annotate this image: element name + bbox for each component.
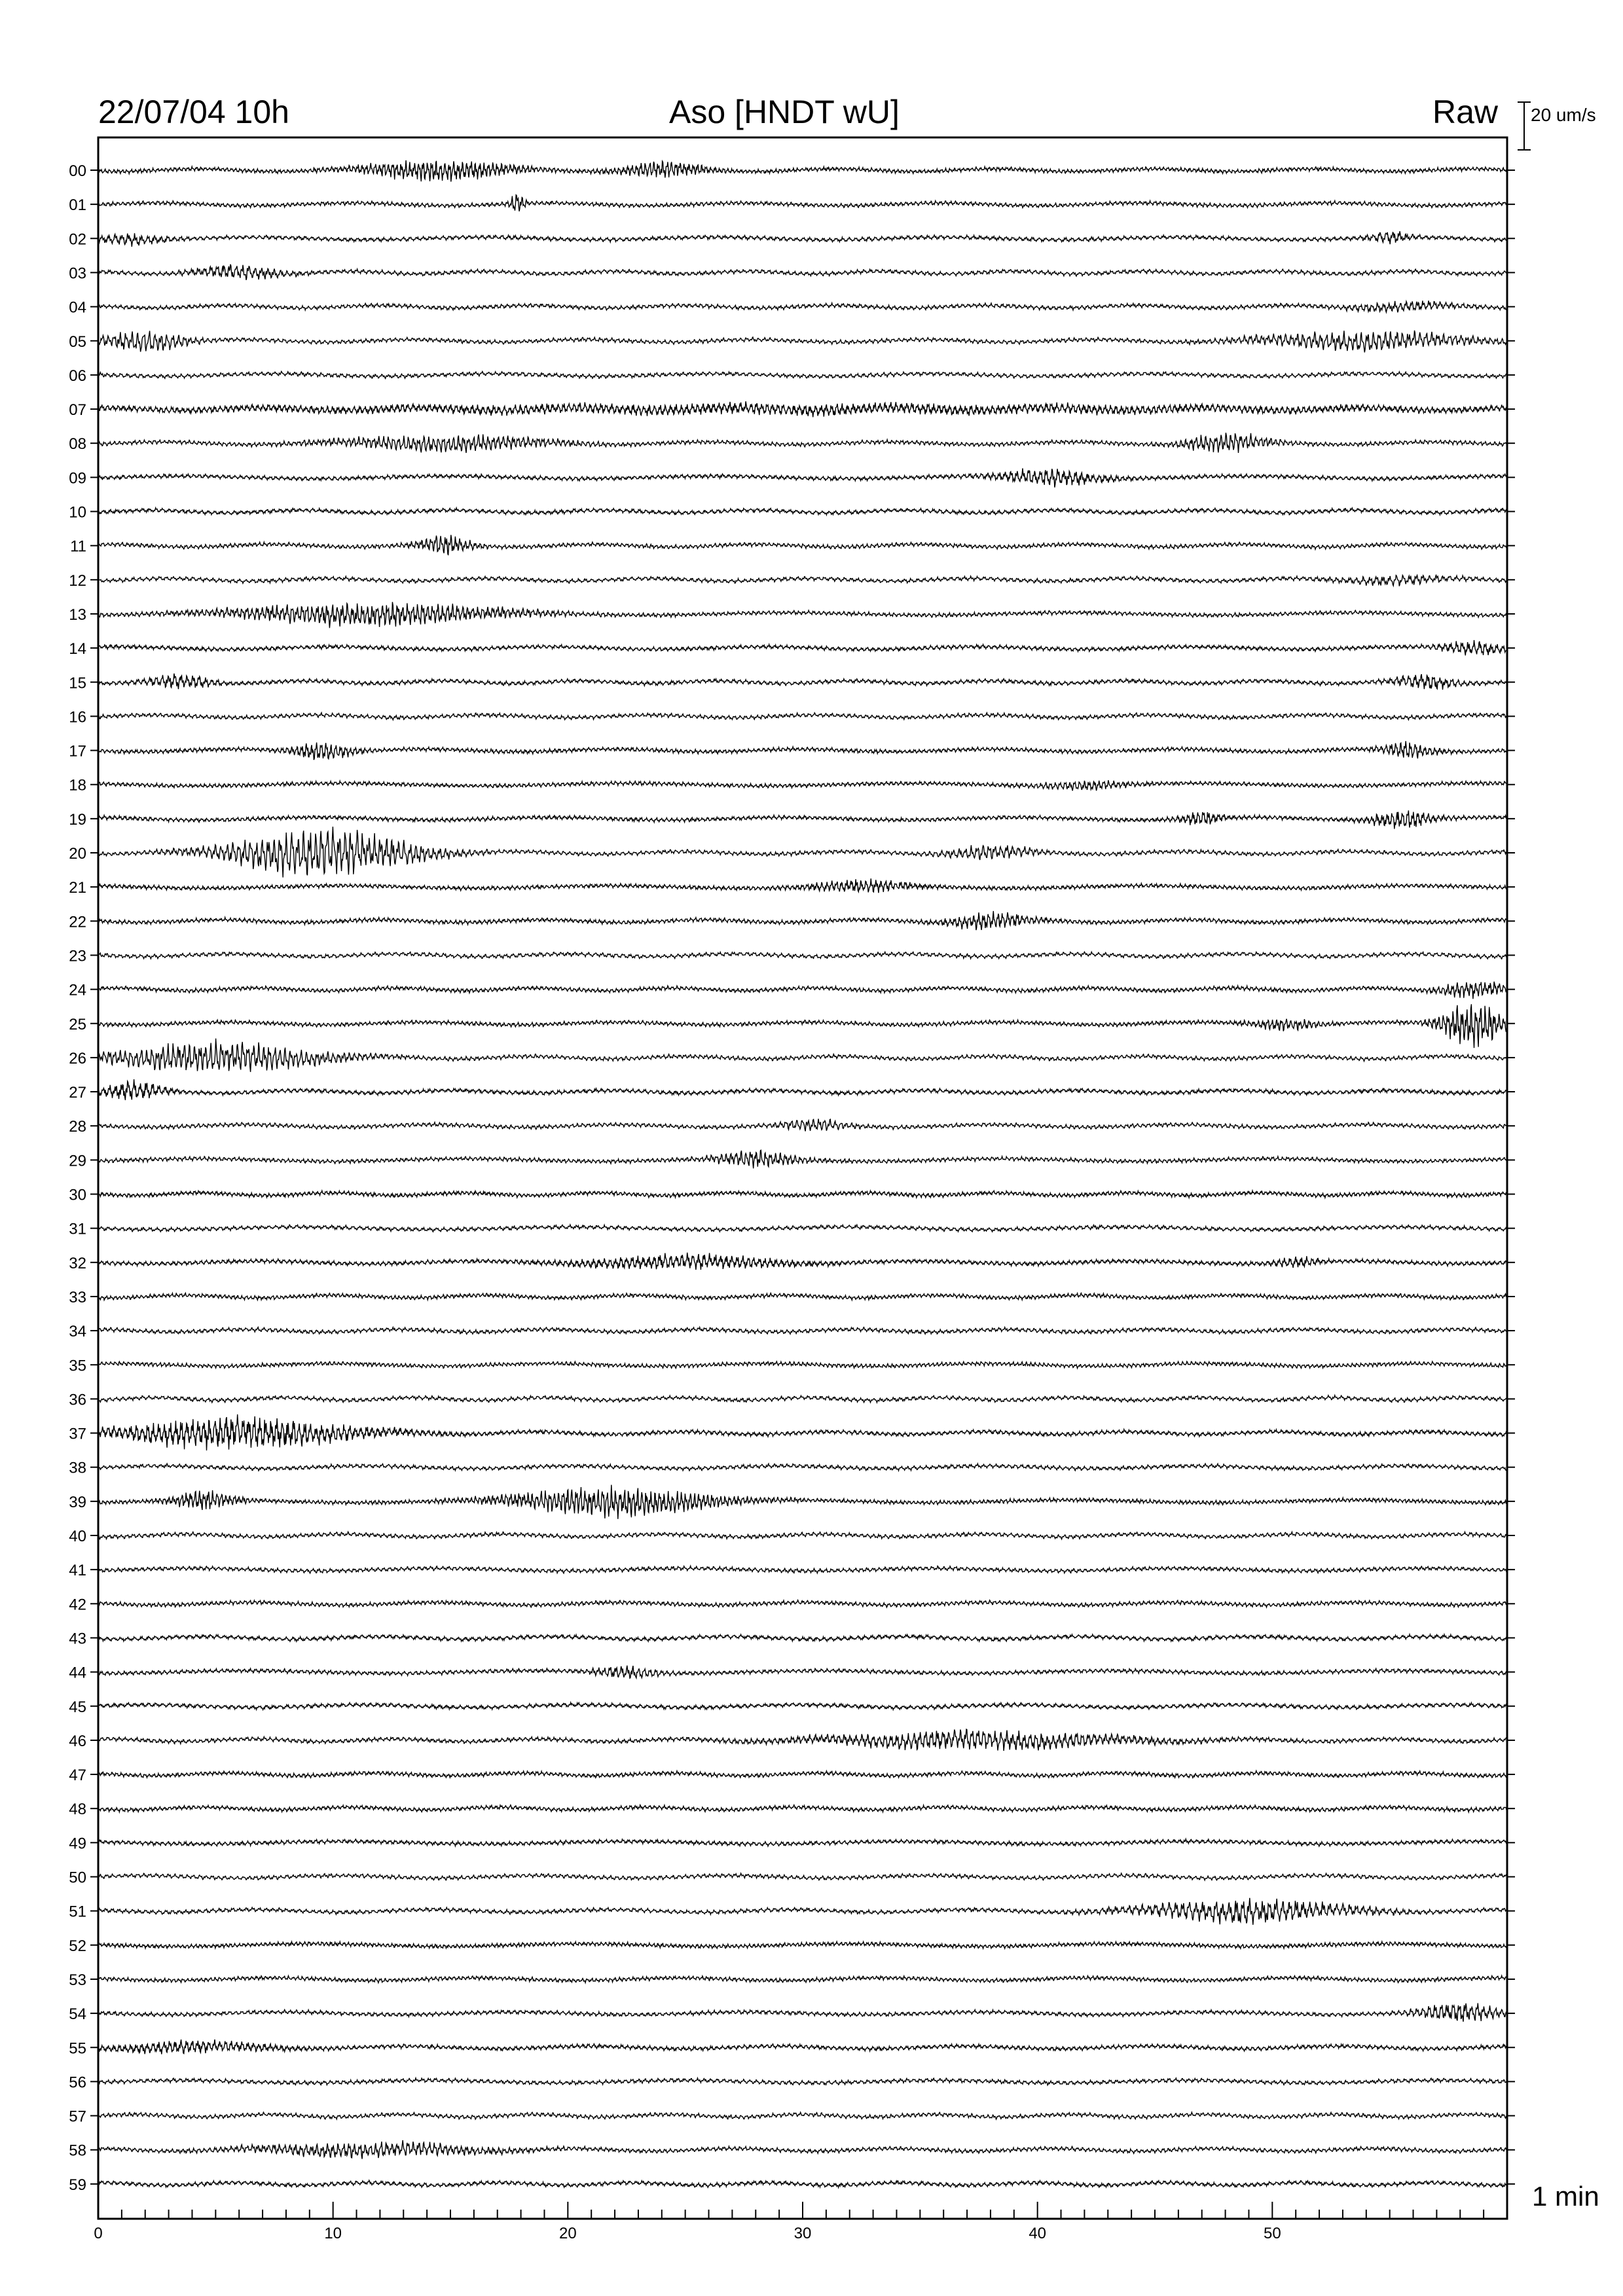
- row-label: 40: [69, 1528, 86, 1545]
- trace-row-18: [98, 780, 1507, 791]
- trace-row-23: [98, 952, 1507, 959]
- trace-row-29: [98, 1150, 1507, 1168]
- trace-row-37: [98, 1414, 1507, 1450]
- trace-row-34: [98, 1327, 1507, 1335]
- row-label: 07: [69, 401, 86, 420]
- trace-row-13: [98, 602, 1507, 628]
- trace-row-09: [98, 469, 1507, 488]
- row-label: 56: [69, 2073, 86, 2092]
- row-label: 38: [69, 1459, 86, 1477]
- trace-row-02: [98, 231, 1507, 247]
- row-label: 16: [69, 708, 86, 726]
- row-label: 59: [69, 2176, 86, 2194]
- trace-row-14: [98, 640, 1507, 655]
- row-label: 31: [69, 1220, 86, 1238]
- trace-row-56: [98, 2078, 1507, 2085]
- trace-row-43: [98, 1634, 1507, 1641]
- trace-row-25: [98, 1004, 1507, 1048]
- row-label: 39: [69, 1493, 86, 1511]
- trace-row-12: [98, 575, 1507, 586]
- trace-row-36: [98, 1395, 1507, 1403]
- row-label: 24: [69, 981, 86, 999]
- x-tick-label: 10: [324, 2225, 342, 2242]
- trace-row-08: [98, 433, 1507, 453]
- row-label: 12: [69, 571, 86, 590]
- trace-row-59: [98, 2180, 1507, 2187]
- trace-row-32: [98, 1253, 1507, 1270]
- trace-row-19: [98, 810, 1507, 829]
- row-label: 19: [69, 810, 86, 829]
- row-label: 28: [69, 1118, 86, 1136]
- row-label: 47: [69, 1767, 86, 1785]
- trace-row-28: [98, 1119, 1507, 1131]
- trace-row-07: [98, 401, 1507, 417]
- row-label: 42: [69, 1596, 86, 1614]
- trace-row-54: [98, 2003, 1507, 2022]
- row-label: 03: [69, 264, 86, 283]
- time-unit-label: 1 min: [1532, 2181, 1599, 2212]
- x-tick-label: 50: [1263, 2225, 1281, 2242]
- trace-row-21: [98, 878, 1507, 893]
- row-label: 36: [69, 1391, 86, 1409]
- header-date-hour: 22/07/04 10h: [98, 94, 289, 130]
- amplitude-scale-label: 20 um/s: [1531, 105, 1596, 125]
- trace-row-33: [98, 1293, 1507, 1300]
- header-station-title: Aso [HNDT wU]: [669, 94, 900, 130]
- trace-row-47: [98, 1771, 1507, 1778]
- trace-row-41: [98, 1566, 1507, 1573]
- trace-row-30: [98, 1191, 1507, 1198]
- row-label: 50: [69, 1869, 86, 1887]
- row-label: 04: [69, 298, 86, 317]
- trace-row-53: [98, 1976, 1507, 1983]
- trace-row-58: [98, 2140, 1507, 2159]
- row-label: 45: [69, 1698, 86, 1716]
- row-label: 54: [69, 2005, 86, 2024]
- row-label: 52: [69, 1937, 86, 1955]
- row-label: 27: [69, 1084, 86, 1102]
- trace-row-05: [98, 331, 1507, 353]
- trace-row-20: [98, 827, 1507, 878]
- row-label: 41: [69, 1562, 86, 1580]
- row-label: 20: [69, 845, 86, 863]
- row-label: 15: [69, 674, 86, 692]
- trace-row-11: [98, 535, 1507, 555]
- trace-row-57: [98, 2112, 1507, 2119]
- x-tick-label: 30: [793, 2225, 812, 2242]
- trace-row-40: [98, 1532, 1507, 1539]
- trace-row-55: [98, 2039, 1507, 2054]
- row-label: 05: [69, 332, 86, 351]
- row-label: 29: [69, 1152, 86, 1170]
- trace-row-51: [98, 1898, 1507, 1925]
- row-label: 30: [69, 1186, 86, 1204]
- row-label: 13: [69, 605, 86, 624]
- row-label: 34: [69, 1323, 86, 1341]
- row-label: 06: [69, 367, 86, 385]
- trace-row-50: [98, 1873, 1507, 1880]
- row-label: 23: [69, 947, 86, 965]
- row-label: 32: [69, 1254, 86, 1272]
- trace-row-49: [98, 1839, 1507, 1846]
- trace-row-00: [98, 160, 1507, 182]
- row-label: 21: [69, 879, 86, 897]
- row-label: 43: [69, 1630, 86, 1648]
- trace-row-01: [98, 195, 1507, 211]
- trace-row-48: [98, 1805, 1507, 1812]
- row-label: 25: [69, 1015, 86, 1033]
- trace-group: [98, 160, 1507, 2187]
- trace-row-44: [98, 1666, 1507, 1678]
- trace-row-04: [98, 300, 1507, 312]
- trace-row-38: [98, 1463, 1507, 1471]
- row-label: 58: [69, 2142, 86, 2160]
- row-label: 01: [69, 196, 86, 215]
- row-label: 46: [69, 1732, 86, 1750]
- trace-row-31: [98, 1225, 1507, 1232]
- row-label: 53: [69, 1971, 86, 1989]
- row-label: 09: [69, 469, 86, 488]
- trace-row-06: [98, 371, 1507, 378]
- trace-row-24: [98, 982, 1507, 999]
- x-tick-label: 20: [558, 2225, 577, 2242]
- row-label-group: [69, 162, 86, 2194]
- row-label: 02: [69, 230, 86, 249]
- x-tick-label: 40: [1029, 2225, 1047, 2242]
- row-label: 57: [69, 2108, 86, 2126]
- row-label: 22: [69, 913, 86, 931]
- row-label: 33: [69, 1288, 86, 1306]
- trace-row-27: [98, 1079, 1507, 1100]
- row-label: 55: [69, 2039, 86, 2058]
- row-label: 08: [69, 435, 86, 454]
- trace-row-45: [98, 1702, 1507, 1710]
- trace-row-46: [98, 1729, 1507, 1751]
- trace-row-42: [98, 1600, 1507, 1607]
- trace-row-22: [98, 911, 1507, 930]
- row-label: 10: [69, 503, 86, 522]
- trace-row-03: [98, 264, 1507, 280]
- row-label: 18: [69, 776, 86, 795]
- row-label: 26: [69, 1049, 86, 1067]
- trace-row-17: [98, 741, 1507, 760]
- row-label: 48: [69, 1801, 86, 1819]
- trace-row-39: [98, 1485, 1507, 1519]
- row-label: 49: [69, 1835, 86, 1853]
- trace-row-15: [98, 673, 1507, 690]
- trace-row-35: [98, 1361, 1507, 1369]
- trace-row-52: [98, 1941, 1507, 1948]
- row-label: 14: [69, 640, 86, 658]
- x-tick-label: 0: [94, 2225, 103, 2242]
- row-label: 11: [70, 537, 86, 556]
- trace-row-26: [98, 1039, 1507, 1072]
- trace-row-16: [98, 713, 1507, 720]
- trace-row-10: [98, 508, 1507, 515]
- row-label: 17: [69, 742, 86, 761]
- row-label: 35: [69, 1357, 86, 1375]
- row-label: 51: [69, 1903, 86, 1921]
- row-label: 00: [69, 162, 86, 180]
- tick-group: [90, 170, 1515, 2242]
- header-mode: Raw: [1432, 94, 1499, 130]
- row-label: 44: [69, 1664, 86, 1682]
- row-label: 37: [69, 1425, 86, 1443]
